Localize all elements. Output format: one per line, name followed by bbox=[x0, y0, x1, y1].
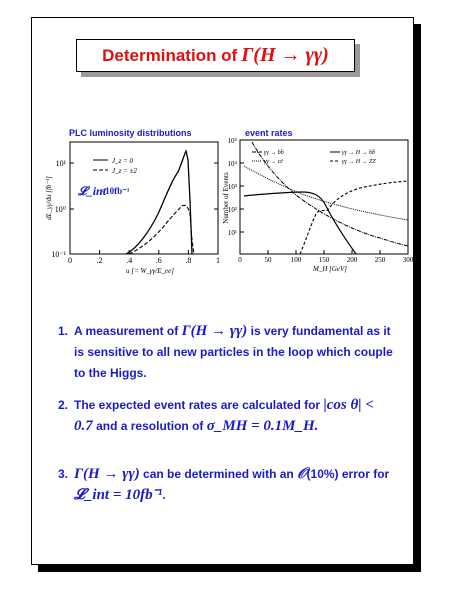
math-run: |cos θ| < 0.7 bbox=[74, 397, 374, 434]
left-plot-caption: PLC luminosity distributions bbox=[69, 128, 192, 138]
right-xtick-label: 200 bbox=[346, 256, 358, 264]
left-xtick-label: 1 bbox=[216, 256, 220, 265]
right-plot-frame bbox=[240, 140, 408, 254]
math-run: Γ(H → γγ) bbox=[74, 466, 140, 482]
list-item-text bbox=[74, 321, 394, 384]
math-run: 𝓛_int = 10fb⁻¹ bbox=[74, 487, 163, 503]
text-run: can be determined with an bbox=[139, 467, 298, 481]
luminosity-annotation-value: =10fb⁻¹ bbox=[100, 186, 130, 196]
slide-title-math: Γ(H → γγ) bbox=[241, 44, 329, 66]
list-item-number: 2. bbox=[58, 398, 69, 412]
left-xtick-label: .4 bbox=[126, 256, 133, 265]
right-ytick-label: 10² bbox=[227, 206, 237, 214]
text-run: A measurement of bbox=[74, 324, 182, 338]
curve-bb-background bbox=[252, 142, 408, 246]
math-run: Γ(H → γγ) bbox=[181, 323, 248, 339]
right-xtick-label: 150 bbox=[318, 256, 330, 264]
right-ytick-label: 10⁴ bbox=[227, 160, 237, 168]
text-run: (10%) error for bbox=[306, 467, 390, 481]
text-run: . bbox=[162, 488, 166, 502]
list-item bbox=[58, 395, 398, 459]
luminosity-annotation-math: 𝓛_int bbox=[78, 184, 107, 198]
right-xtick-label: 250 bbox=[374, 256, 386, 264]
left-xtick-label: 0 bbox=[68, 256, 72, 265]
right-ytick-label: 10¹ bbox=[227, 229, 237, 237]
text-run: The expected event rates are calculated for bbox=[74, 398, 324, 412]
right-xtick-label: 50 bbox=[264, 256, 272, 264]
text-run: and a resolution of bbox=[92, 419, 207, 433]
list-item-number: 1. bbox=[58, 324, 69, 338]
curve-h-bb bbox=[244, 192, 356, 254]
legend-label-hbb: γγ → H → bb̄ bbox=[342, 150, 376, 156]
right-plot-caption: event rates bbox=[245, 128, 293, 138]
right-xtick-label: 0 bbox=[238, 256, 242, 264]
text-run: is very fundamental as it is sensitive to all new particles in the loop which couple to the Higgs. bbox=[74, 324, 393, 380]
right-ylabel: Number of Events bbox=[222, 172, 230, 224]
list-item bbox=[58, 321, 398, 391]
list-item-text bbox=[74, 464, 394, 506]
legend-label-cc: γγ → cc̄ bbox=[264, 159, 284, 165]
legend-label-jz2: J_z = ±2 bbox=[112, 167, 137, 175]
left-xlabel: u [= W_γγ/E_ee] bbox=[126, 267, 174, 275]
left-xtick-label: .6 bbox=[155, 256, 162, 265]
right-xtick-label: 300 bbox=[402, 256, 414, 264]
left-ytick-label: 10⁰ bbox=[54, 205, 66, 214]
curve-h-zz bbox=[300, 181, 408, 254]
math-run: σ_MH = 0.1M_H. bbox=[206, 418, 319, 434]
list-item-number: 3. bbox=[58, 467, 69, 481]
list-item bbox=[58, 464, 398, 510]
left-ytick-label: 10¹ bbox=[55, 159, 66, 168]
legend-label-hzz: γγ → H → ZZ bbox=[342, 159, 376, 165]
right-xtick-label: 100 bbox=[290, 256, 302, 264]
right-ytick-label: 10³ bbox=[227, 183, 237, 191]
slide-title: Determination of bbox=[102, 45, 238, 65]
right-ytick-label: 10⁵ bbox=[227, 137, 237, 145]
left-xtick-label: .2 bbox=[96, 256, 103, 265]
legend-label-jz0: J_z = 0 bbox=[112, 157, 134, 165]
legend-label-bb: γγ → bb̄ bbox=[264, 150, 284, 156]
math-run: 𝒪 bbox=[297, 466, 307, 482]
left-ylabel: dL_γγ/du [fb⁻¹] bbox=[45, 176, 53, 220]
list-item-text bbox=[74, 395, 394, 437]
left-xtick-label: .8 bbox=[185, 256, 192, 265]
left-ytick-label: 10⁻¹ bbox=[51, 250, 66, 259]
right-xlabel: M_H [GeV] bbox=[312, 265, 348, 273]
